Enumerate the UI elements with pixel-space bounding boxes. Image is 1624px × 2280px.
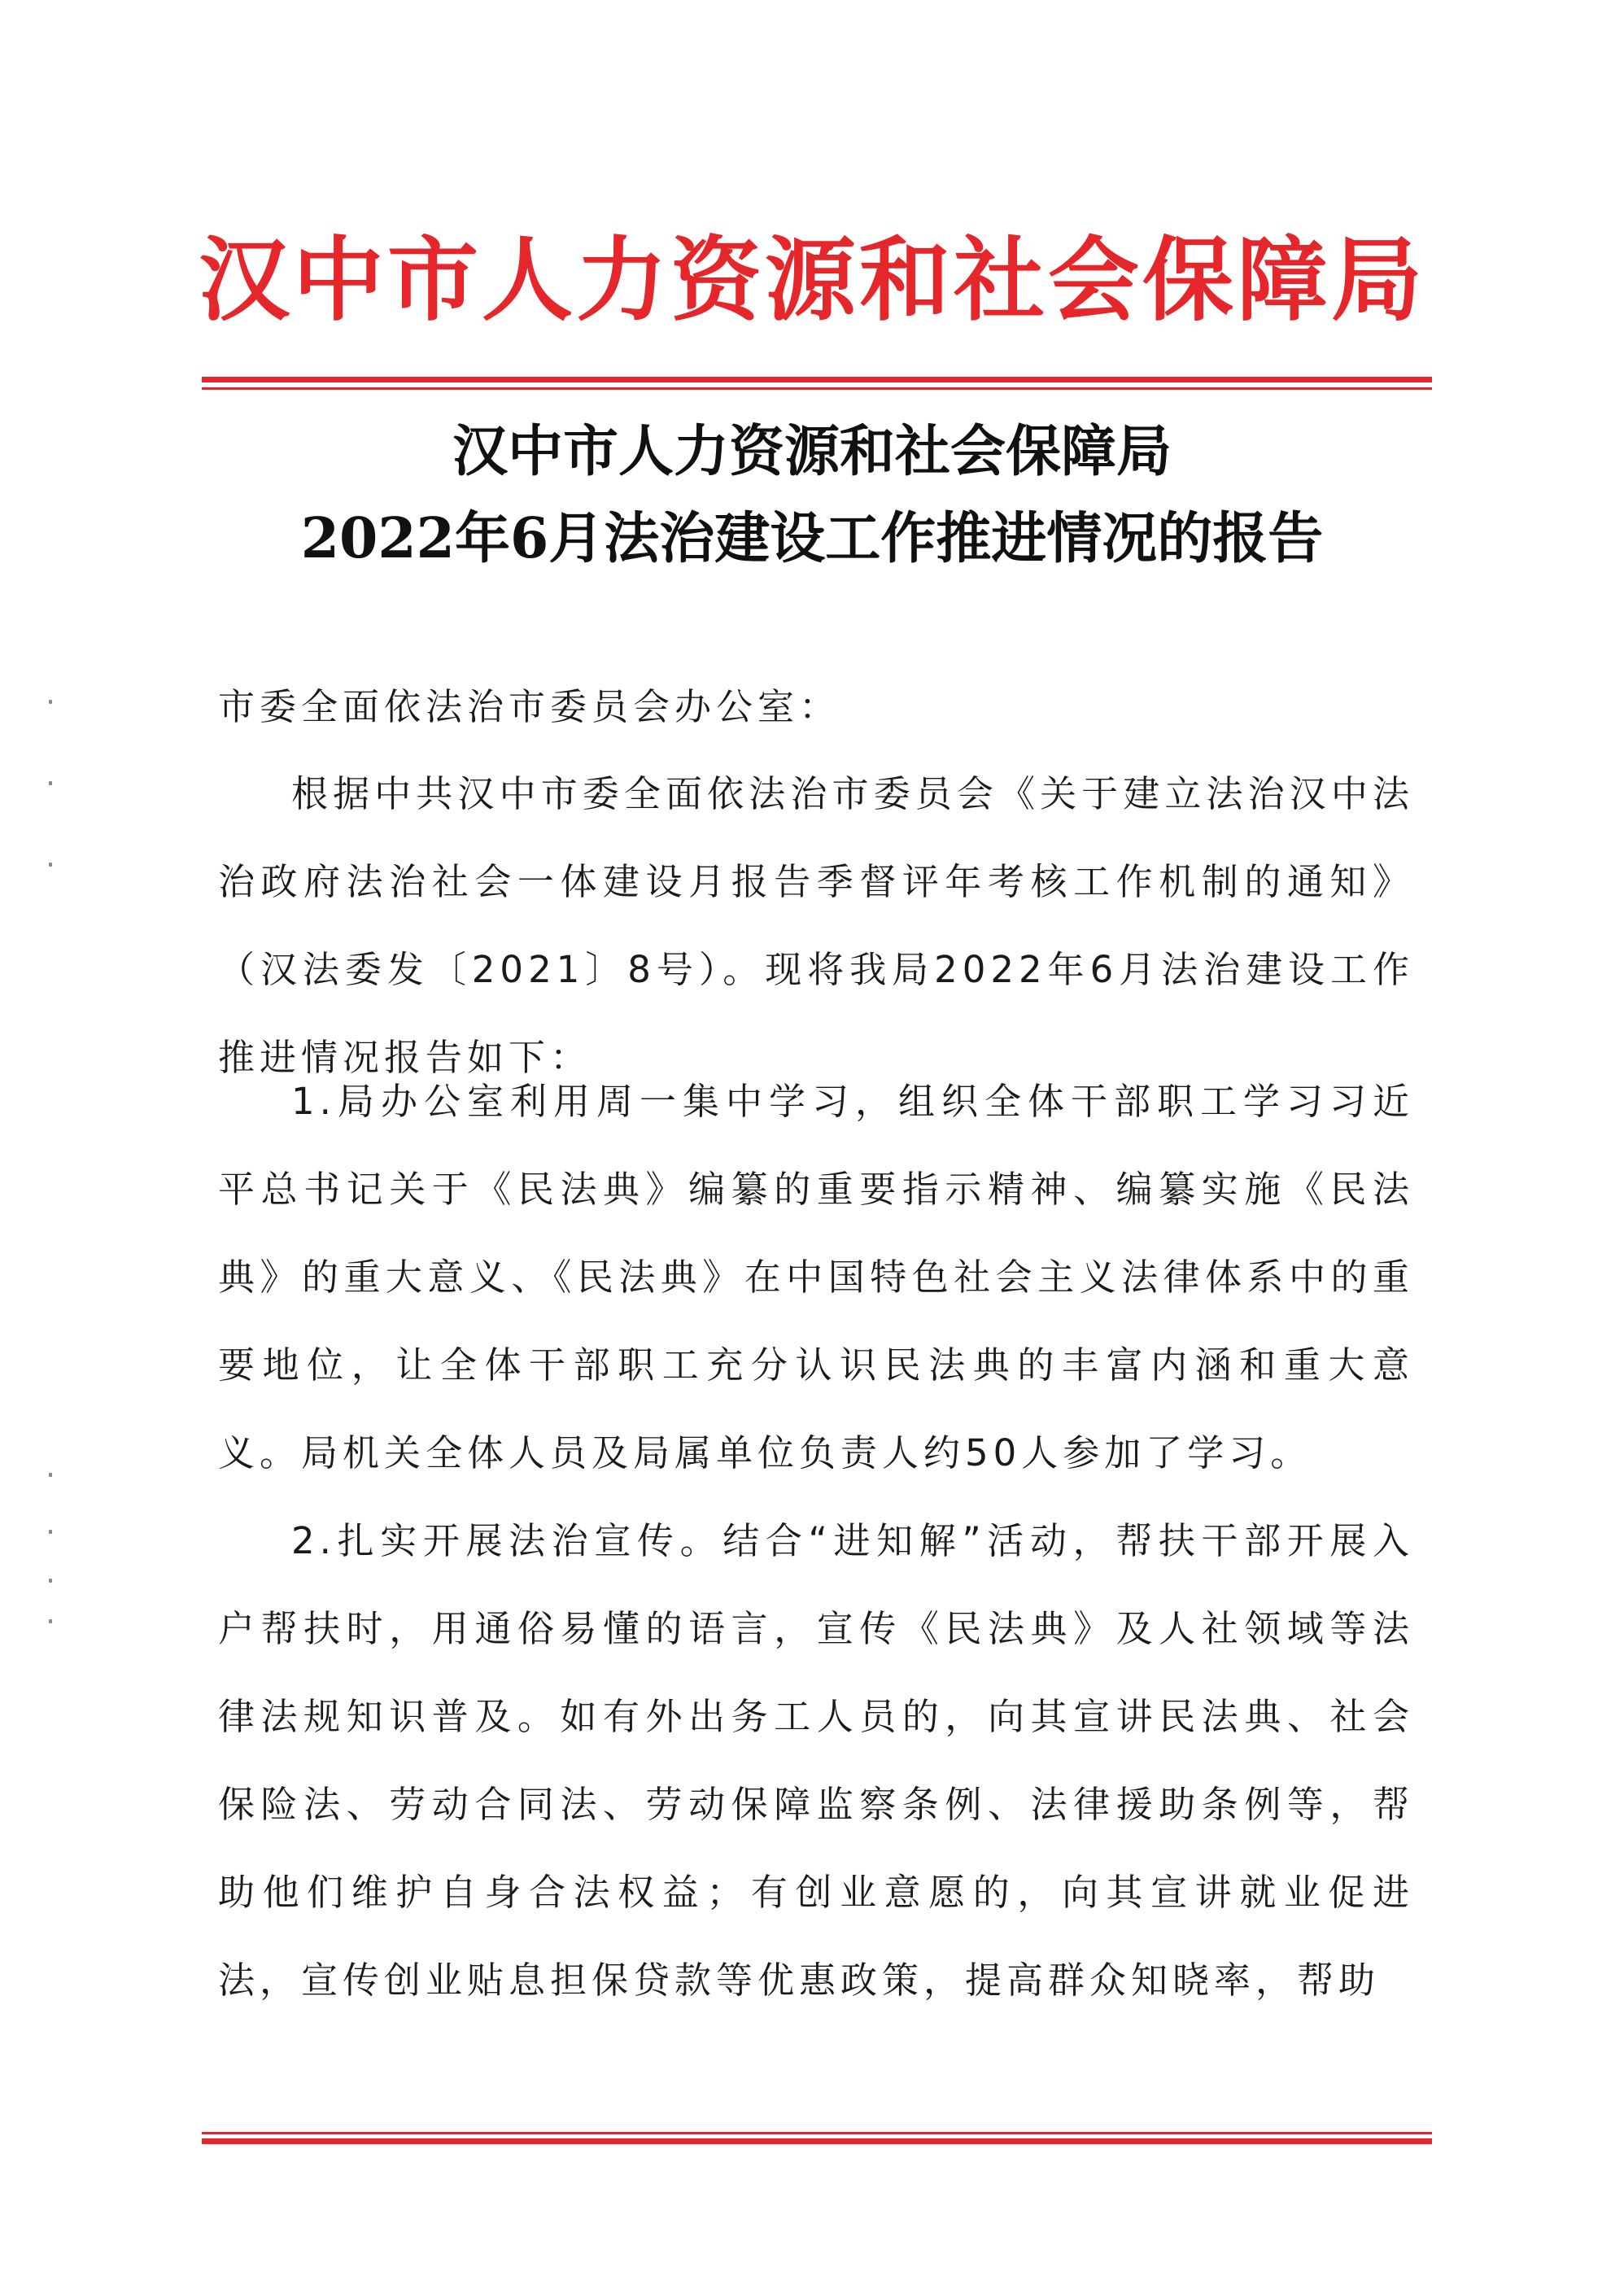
rule-thin-line xyxy=(202,387,1432,390)
paragraph-item-2: 2.扎实开展法治宣传。结合“进知解”活动，帮扶干部开展入户帮扶时，用通俗易懂的语言，宣传《民法典》及人社领域等法律法规知识普及。如有外出务工人员的，向其宣讲民法典、社会保险法、劳动合同法、劳动保障监察条例、法律援助条例等，帮助他们维护自身合法权益；有创业意愿的，向其宣讲就业促进法，宣传创业贴息担保贷款等优惠政策，提高群众知晓率，帮助 xyxy=(218,1519,1414,2002)
rule-thick-line xyxy=(202,2138,1432,2144)
paragraph-intro: 根据中共汉中市委全面依法治市委员会《关于建立法治汉中法治政府法治社会一体建设月报告季督评年考核工作机制的通知》（汉法委发〔2021〕8号）。现将我局2022年6月法治建设工作推进情况报告如下： xyxy=(218,772,1414,1079)
margin-speck xyxy=(49,700,52,704)
footer-rule xyxy=(202,2132,1432,2148)
rule-thick-line xyxy=(202,377,1432,382)
letterhead-org-name: 汉中市人力资源和社会保障局 xyxy=(199,227,1425,334)
margin-speck xyxy=(49,1530,52,1534)
margin-speck xyxy=(49,1473,52,1477)
document-title-line2: 2022年6月法治建设工作推进情况的报告 xyxy=(300,506,1324,571)
margin-speck xyxy=(49,1579,52,1583)
salutation: 市委全面依法治市委员会办公室： xyxy=(218,685,841,728)
rule-thin-line xyxy=(202,2132,1432,2134)
margin-speck xyxy=(49,863,52,867)
document-title-line1: 汉中市人力资源和社会保障局 xyxy=(452,419,1172,484)
margin-speck xyxy=(49,781,52,785)
margin-speck xyxy=(49,1619,52,1623)
letterhead-top-rule xyxy=(202,377,1432,393)
paragraph-item-1: 1.局办公室利用周一集中学习，组织全体干部职工学习习近平总书记关于《民法典》编纂的重要指示精神、编纂实施《民法典》的重大意义、《民法典》在中国特色社会主义法律体系中的重要地位，让全体干部职工充分认识民法典的丰富内涵和重大意义。局机关全体人员及局属单位负责人约50人参加了学习。 xyxy=(218,1080,1414,1474)
